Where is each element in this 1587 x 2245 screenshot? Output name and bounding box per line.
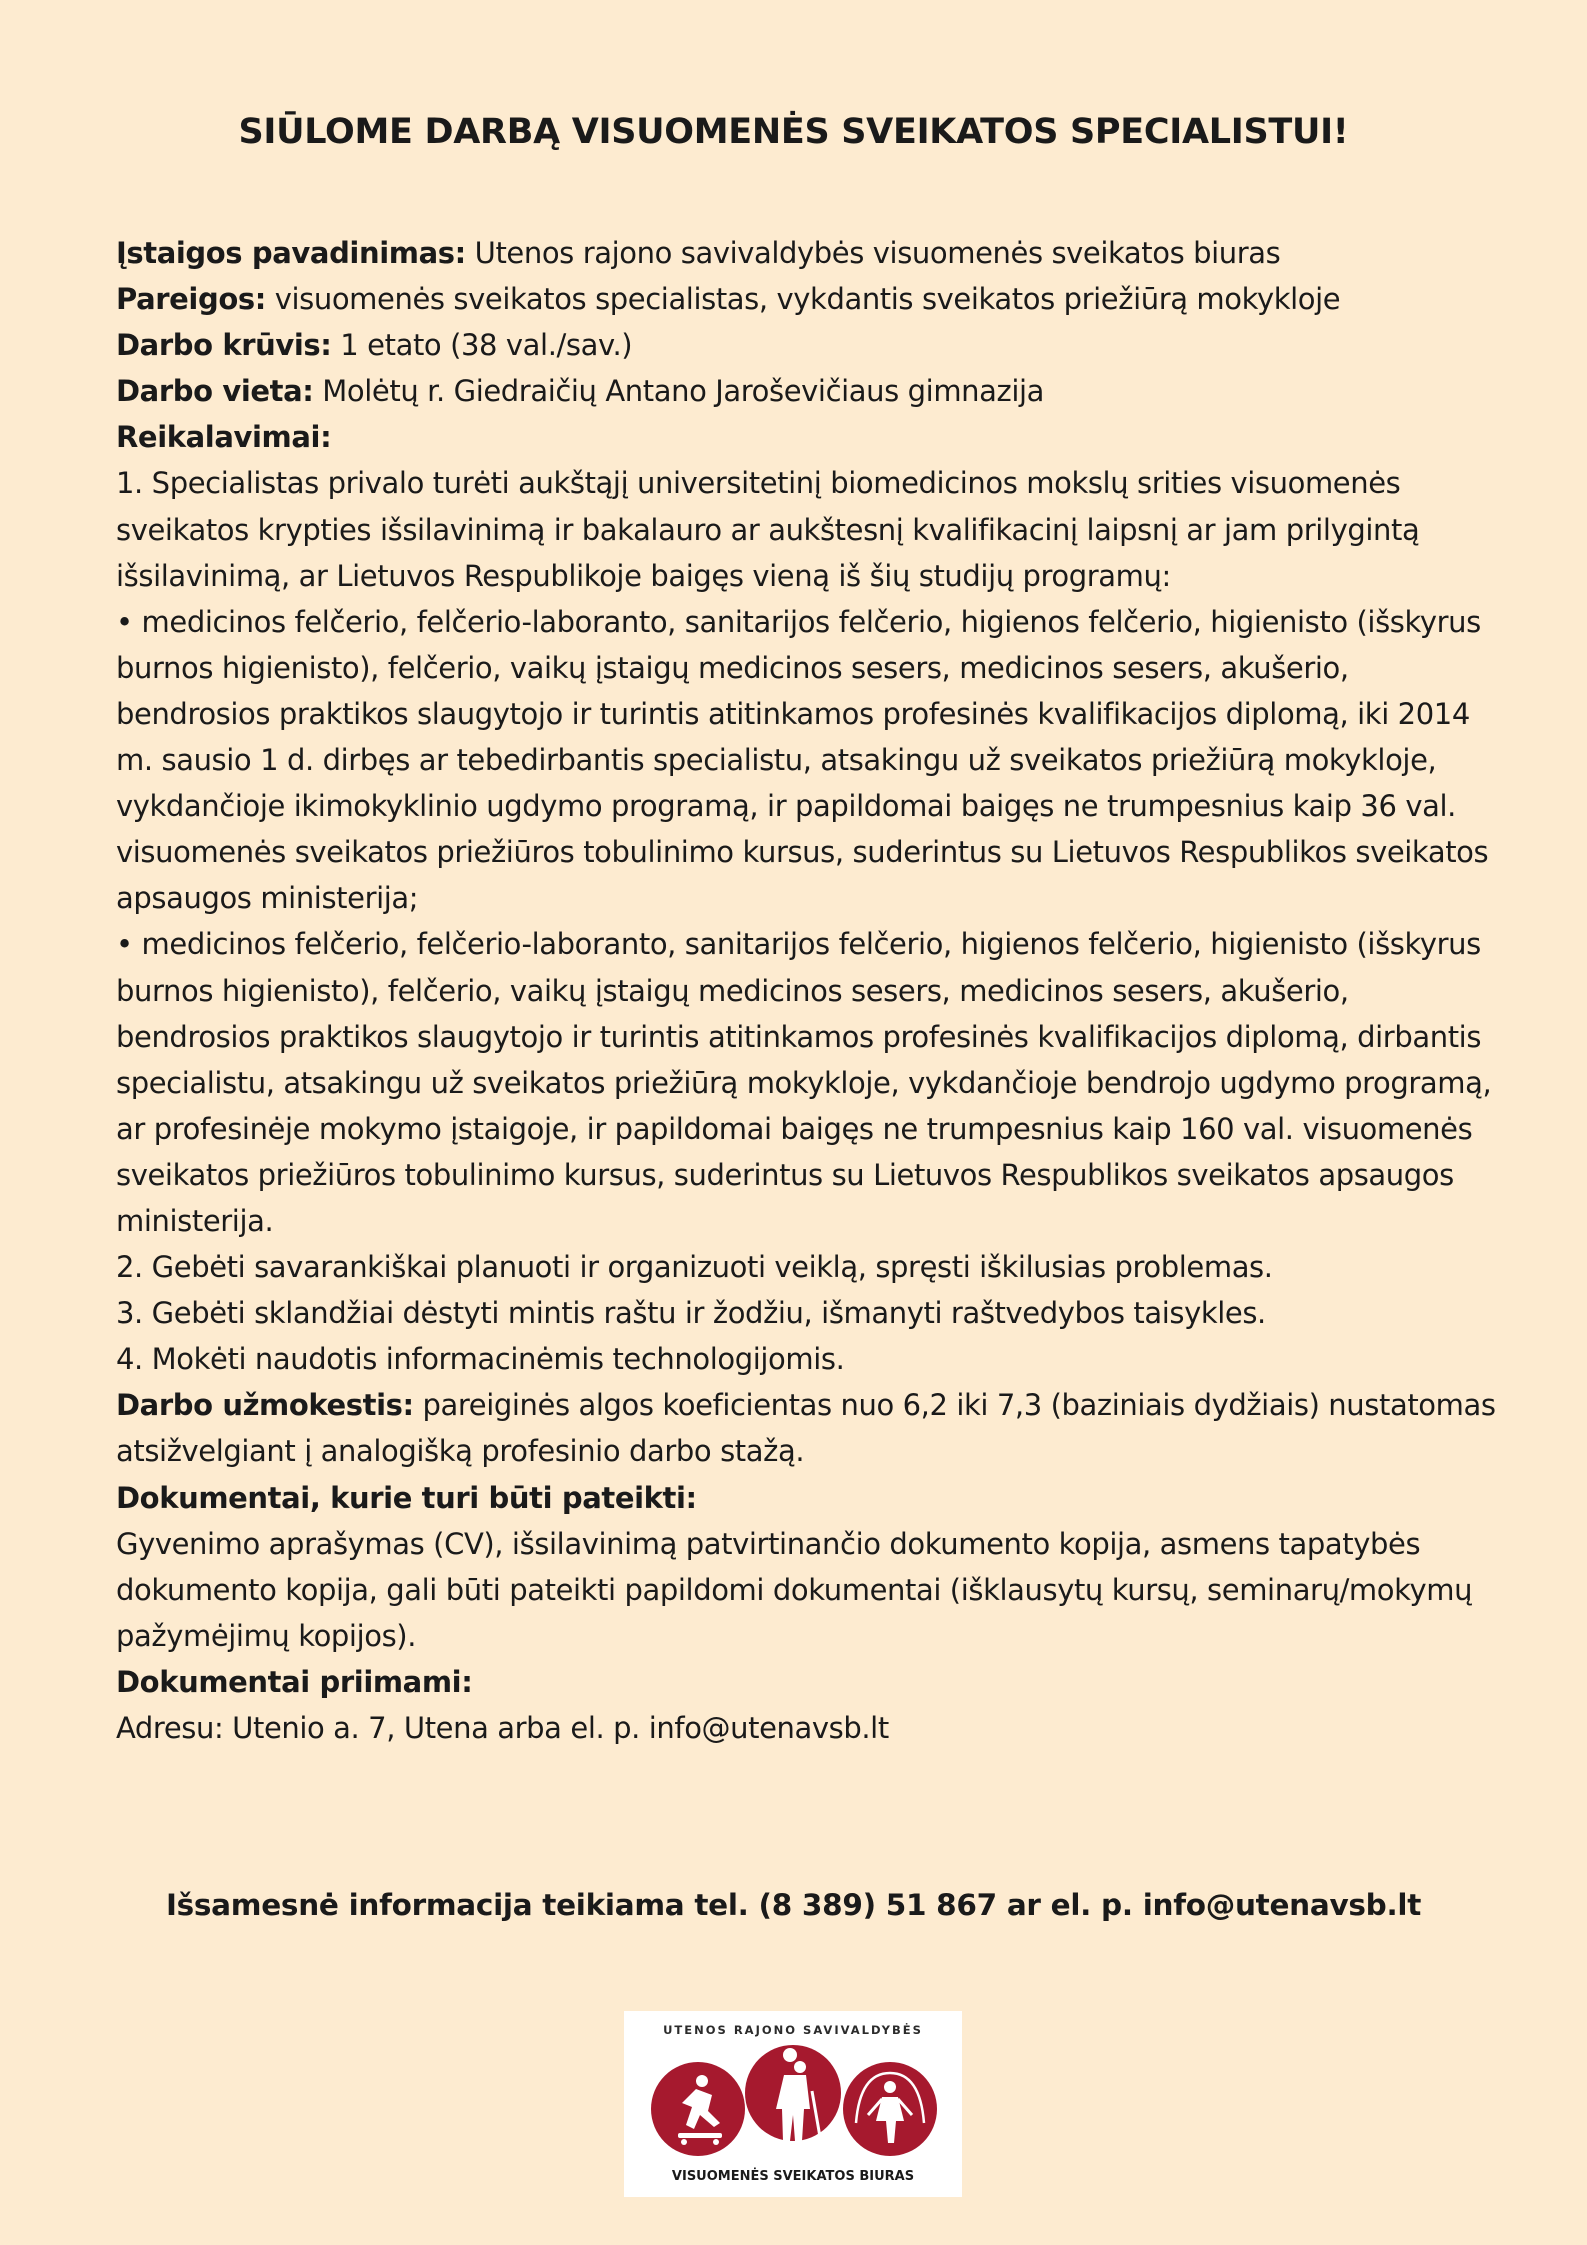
requirement-1: 1. Specialistas privalo turėti aukštąjį universitetinį biomedicinos mokslų srities visuomenės sveikatos krypties išsilavinimą ir bakalauro ar aukštesnį kvalifikacinį laipsnį ar jam prilygintą išsilavinimą, ar Lietuvos Respublikoje baigęs vieną iš šių studijų programų: xyxy=(116,466,1420,593)
workplace-value: Molėtų r. Giedraičių Antano Jaroševičiaus gimnazija xyxy=(313,374,1045,409)
position-value: visuomenės sveikatos specialistas, vykdantis sveikatos priežiūrą mokykloje xyxy=(265,282,1341,317)
requirement-3: 3. Gebėti sklandžiai dėstyti mintis raštu ir žodžiu, išmanyti raštvedybos taisykles. xyxy=(116,1296,1266,1331)
position-row xyxy=(116,276,1496,322)
requirement-bullet-1: • medicinos felčerio, felčerio-laboranto, sanitarijos felčerio, higienos felčerio, higienisto (išskyrus burnos higienisto), felčerio, vaikų įstaigų medicinos sesers, medicinos sesers, akušerio, bendrosios praktikos slaugytojo ir turintis atitinkamos profesinės kvalifikacijos diplomą, iki 2014 m. sausio 1 d. dirbęs ar tebedirbantis specialistu, atsakingu už sveikatos priežiūrą mokykloje, vykdančioje ikimokyklinio ugdymo programą, ir papildomai baigęs ne trumpesnius kaip 36 val. visuomenės sveikatos priežiūros tobulinimo kursus, suderintus su Lietuvos Respublikos sveikatos apsaugos ministerija; xyxy=(116,604,1489,916)
workload-row xyxy=(116,322,1496,368)
logo-bottom-text: VISUOMENĖS SVEIKATOS BIURAS xyxy=(671,2169,915,2184)
salary-label: Darbo užmokestis: xyxy=(116,1388,414,1423)
requirements-heading xyxy=(116,414,1496,460)
institution-row xyxy=(116,230,1496,276)
workload-value: 1 etato (38 val./sav.) xyxy=(331,328,633,363)
workplace-row xyxy=(116,368,1496,414)
institution-label: Įstaigos pavadinimas: xyxy=(116,236,466,270)
skateboarder-icon xyxy=(651,2062,745,2156)
documents-label: Dokumentai, kurie turi būti pateikti: xyxy=(116,1480,697,1515)
institution-value: Utenos rajono savivaldybės visuomenės sveikatos biuras xyxy=(465,236,1281,270)
contact-footer: Išsamesnė informacija teikiama tel. (8 389) 51 867 ar el. p. info@utenavsb.lt xyxy=(165,1888,1421,1922)
accepted-label: Dokumentai priimami: xyxy=(116,1664,473,1699)
requirement-2: 2. Gebėti savarankiškai planuoti ir organizuoti veiklą, spręsti iškilusias problemas. xyxy=(116,1250,1273,1285)
requirement-4: 4. Mokėti naudotis informacinėmis technologijomis. xyxy=(116,1342,845,1377)
jump-rope-icon xyxy=(843,2062,937,2156)
logo-graphic xyxy=(624,2011,962,2197)
salary-row xyxy=(116,1382,1496,1474)
accepted-value: Adresu: Utenio a. 7, Utena arba el. p. info@utenavsb.lt xyxy=(116,1711,889,1745)
workload-label: Darbo krūvis: xyxy=(116,328,332,363)
salary-value: pareiginės algos koeficientas nuo 6,2 iki 7,3 (baziniais dydžiais) nustatomas atsižvelgiant į analogišką profesinio darbo stažą. xyxy=(116,1388,1496,1469)
accepted-heading xyxy=(116,1659,1496,1705)
documents-heading xyxy=(116,1475,1496,1521)
workplace-label: Darbo vieta: xyxy=(116,374,314,409)
hiker-icon xyxy=(745,2045,841,2141)
position-label: Pareigos: xyxy=(116,282,266,317)
requirement-bullet-2: • medicinos felčerio, felčerio-laboranto, sanitarijos felčerio, higienos felčerio, higienisto (išskyrus burnos higienisto), felčerio, vaikų įstaigų medicinos sesers, medicinos sesers, akušerio, bendrosios praktikos slaugytojo ir turintis atitinkamos profesinės kvalifikacijos diplomą, dirbantis specialistu, atsakingu už sveikatos priežiūrą mokykloje, vykdančioje bendrojo ugdymo programą, ar profesinėje mokymo įstaigoje, ir papildomai baigęs ne trumpesnius kaip 160 val. visuomenės sveikatos priežiūros tobulinimo kursus, suderintus su Lietuvos Respublikos sveikatos apsaugos ministerija. xyxy=(116,927,1492,1238)
organization-logo xyxy=(624,2011,962,2197)
requirements-label: Reikalavimai: xyxy=(116,420,332,455)
logo-top-text: UTENOS RAJONO SAVIVALDYBĖS xyxy=(663,2023,923,2037)
posting-body xyxy=(116,230,1496,1751)
documents-value: Gyvenimo aprašymas (CV), išsilavinimą patvirtinančio dokumento kopija, asmens tapatybės dokumento kopija, gali būti pateikti papildomi dokumentai (išklausytų kursų, seminarų/mokymų pažymėjimų kopijos). xyxy=(116,1526,1473,1653)
page-title: SIŪLOME DARBĄ VISUOMENĖS SVEIKATOS SPECIALISTUI! xyxy=(238,112,1349,152)
